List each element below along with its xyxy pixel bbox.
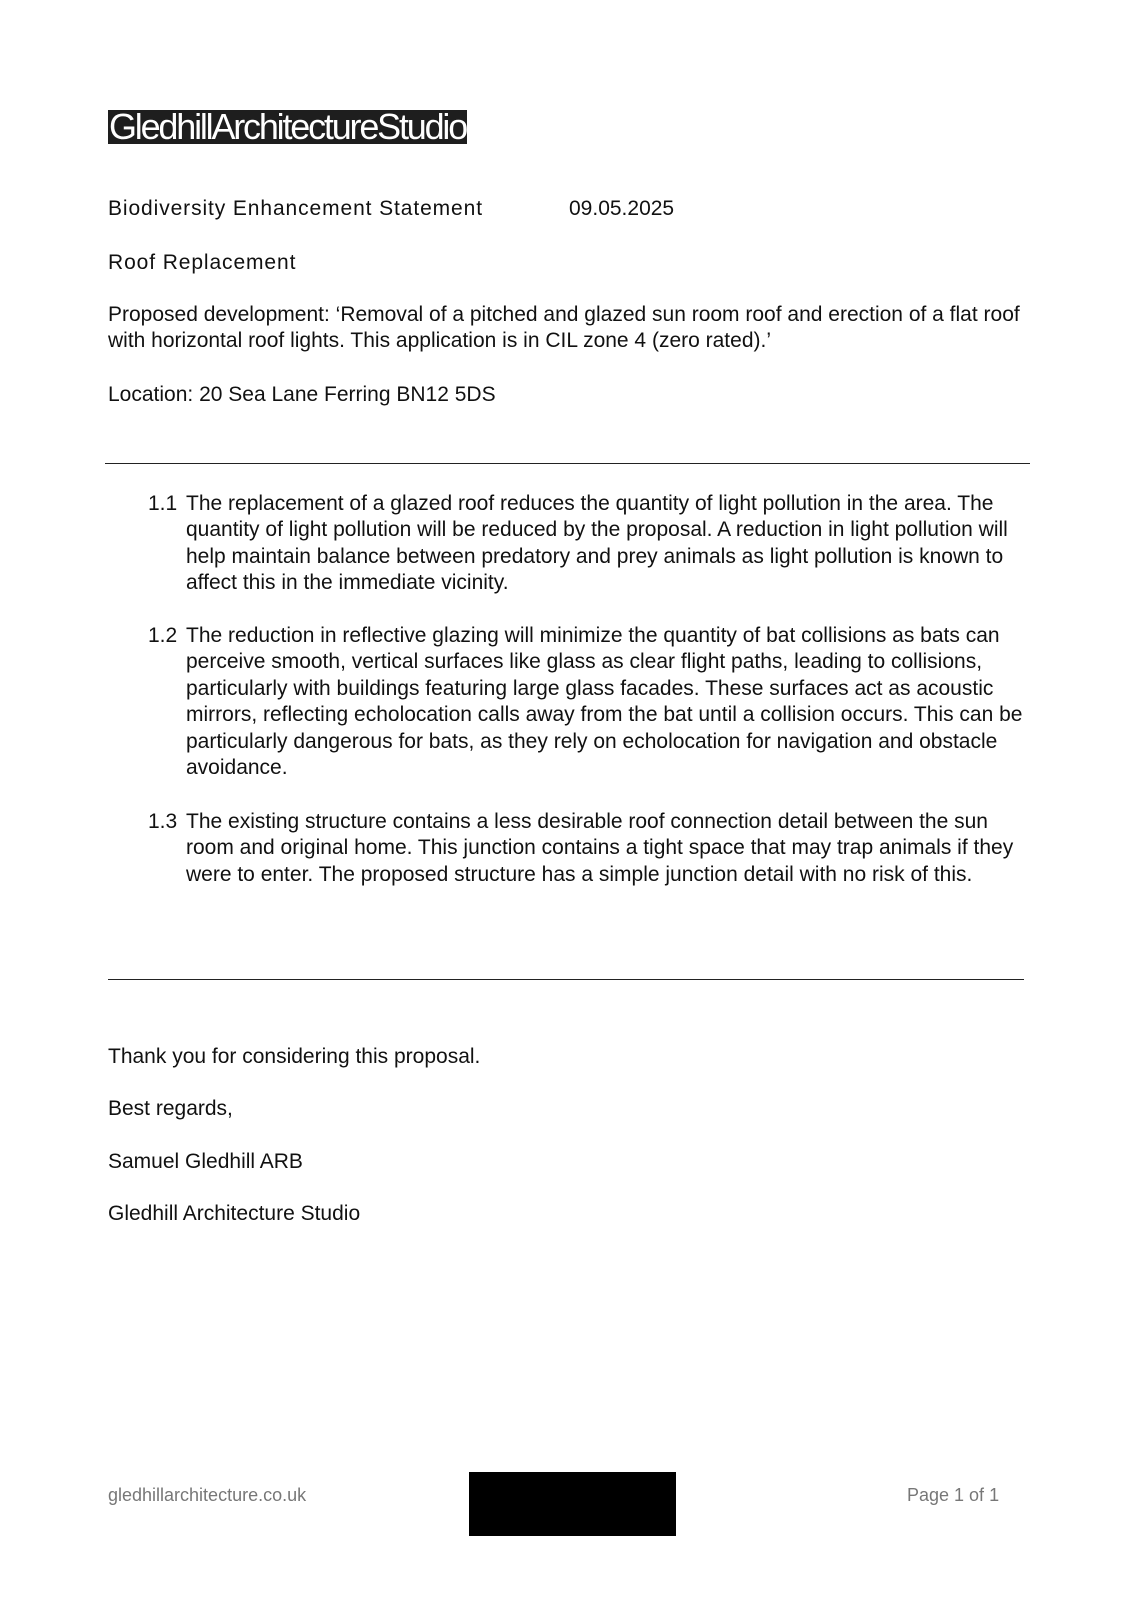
redacted-block [469,1472,676,1536]
proposed-development: Proposed development: ‘Removal of a pitched and glazed sun room roof and erection of a flat roof with horizontal roof lights. This application is in CIL zone 4 (zero rated).’ [108,303,1020,352]
document-title: Biodiversity Enhancement Statement [108,197,483,220]
item-number: 1.2 [148,624,178,647]
item-text: The replacement of a glazed roof reduces the quantity of light pollution in the area. The quantity of light pollution will be reduced by the proposal. A reduction in light pollution will help maintain balance between predatory and prey animals as light pollution is known to affect this in the immediate vicinity. [186,492,1008,595]
company-logo: GledhillArchitectureStudio [109,110,467,144]
signatory-company: Gledhill Architecture Studio [108,1202,361,1225]
signatory-name: Samuel Gledhill ARB [108,1150,303,1173]
page-number: Page 1 of 1 [907,1485,1000,1505]
closing-thanks: Thank you for considering this proposal. [108,1045,481,1068]
item-number: 1.3 [148,810,178,833]
location: Location: 20 Sea Lane Ferring BN12 5DS [108,383,496,406]
footer-website: gledhillarchitecture.co.uk [108,1485,307,1505]
closing-regards: Best regards, [108,1097,233,1120]
bottom-divider [108,979,1024,980]
item-text: The reduction in reflective glazing will minimize the quantity of bat collisions as bats can perceive smooth, vertical surfaces like glass as clear flight paths, leading to collisions, particularly with buildings featuring large glass facades. These surfaces act as acoustic mirrors, reflecting echolocation calls away from the bat until a collision occurs. This can be particularly dangerous for bats, as they rely on echolocation for navigation and obstacle avoidance. [186,624,1023,780]
top-divider [105,463,1030,464]
list-item [148,809,1028,888]
document-subtitle: Roof Replacement [108,251,297,274]
item-number: 1.1 [148,492,178,515]
list-item [148,623,1028,781]
list-item [148,491,1028,597]
item-text: The existing structure contains a less desirable roof connection detail between the sun room and original home. This junction contains a tight space that may trap animals if they were to enter. The proposed structure has a simple junction detail with no risk of this. [186,810,1014,886]
document-date: 09.05.2025 [569,197,675,220]
